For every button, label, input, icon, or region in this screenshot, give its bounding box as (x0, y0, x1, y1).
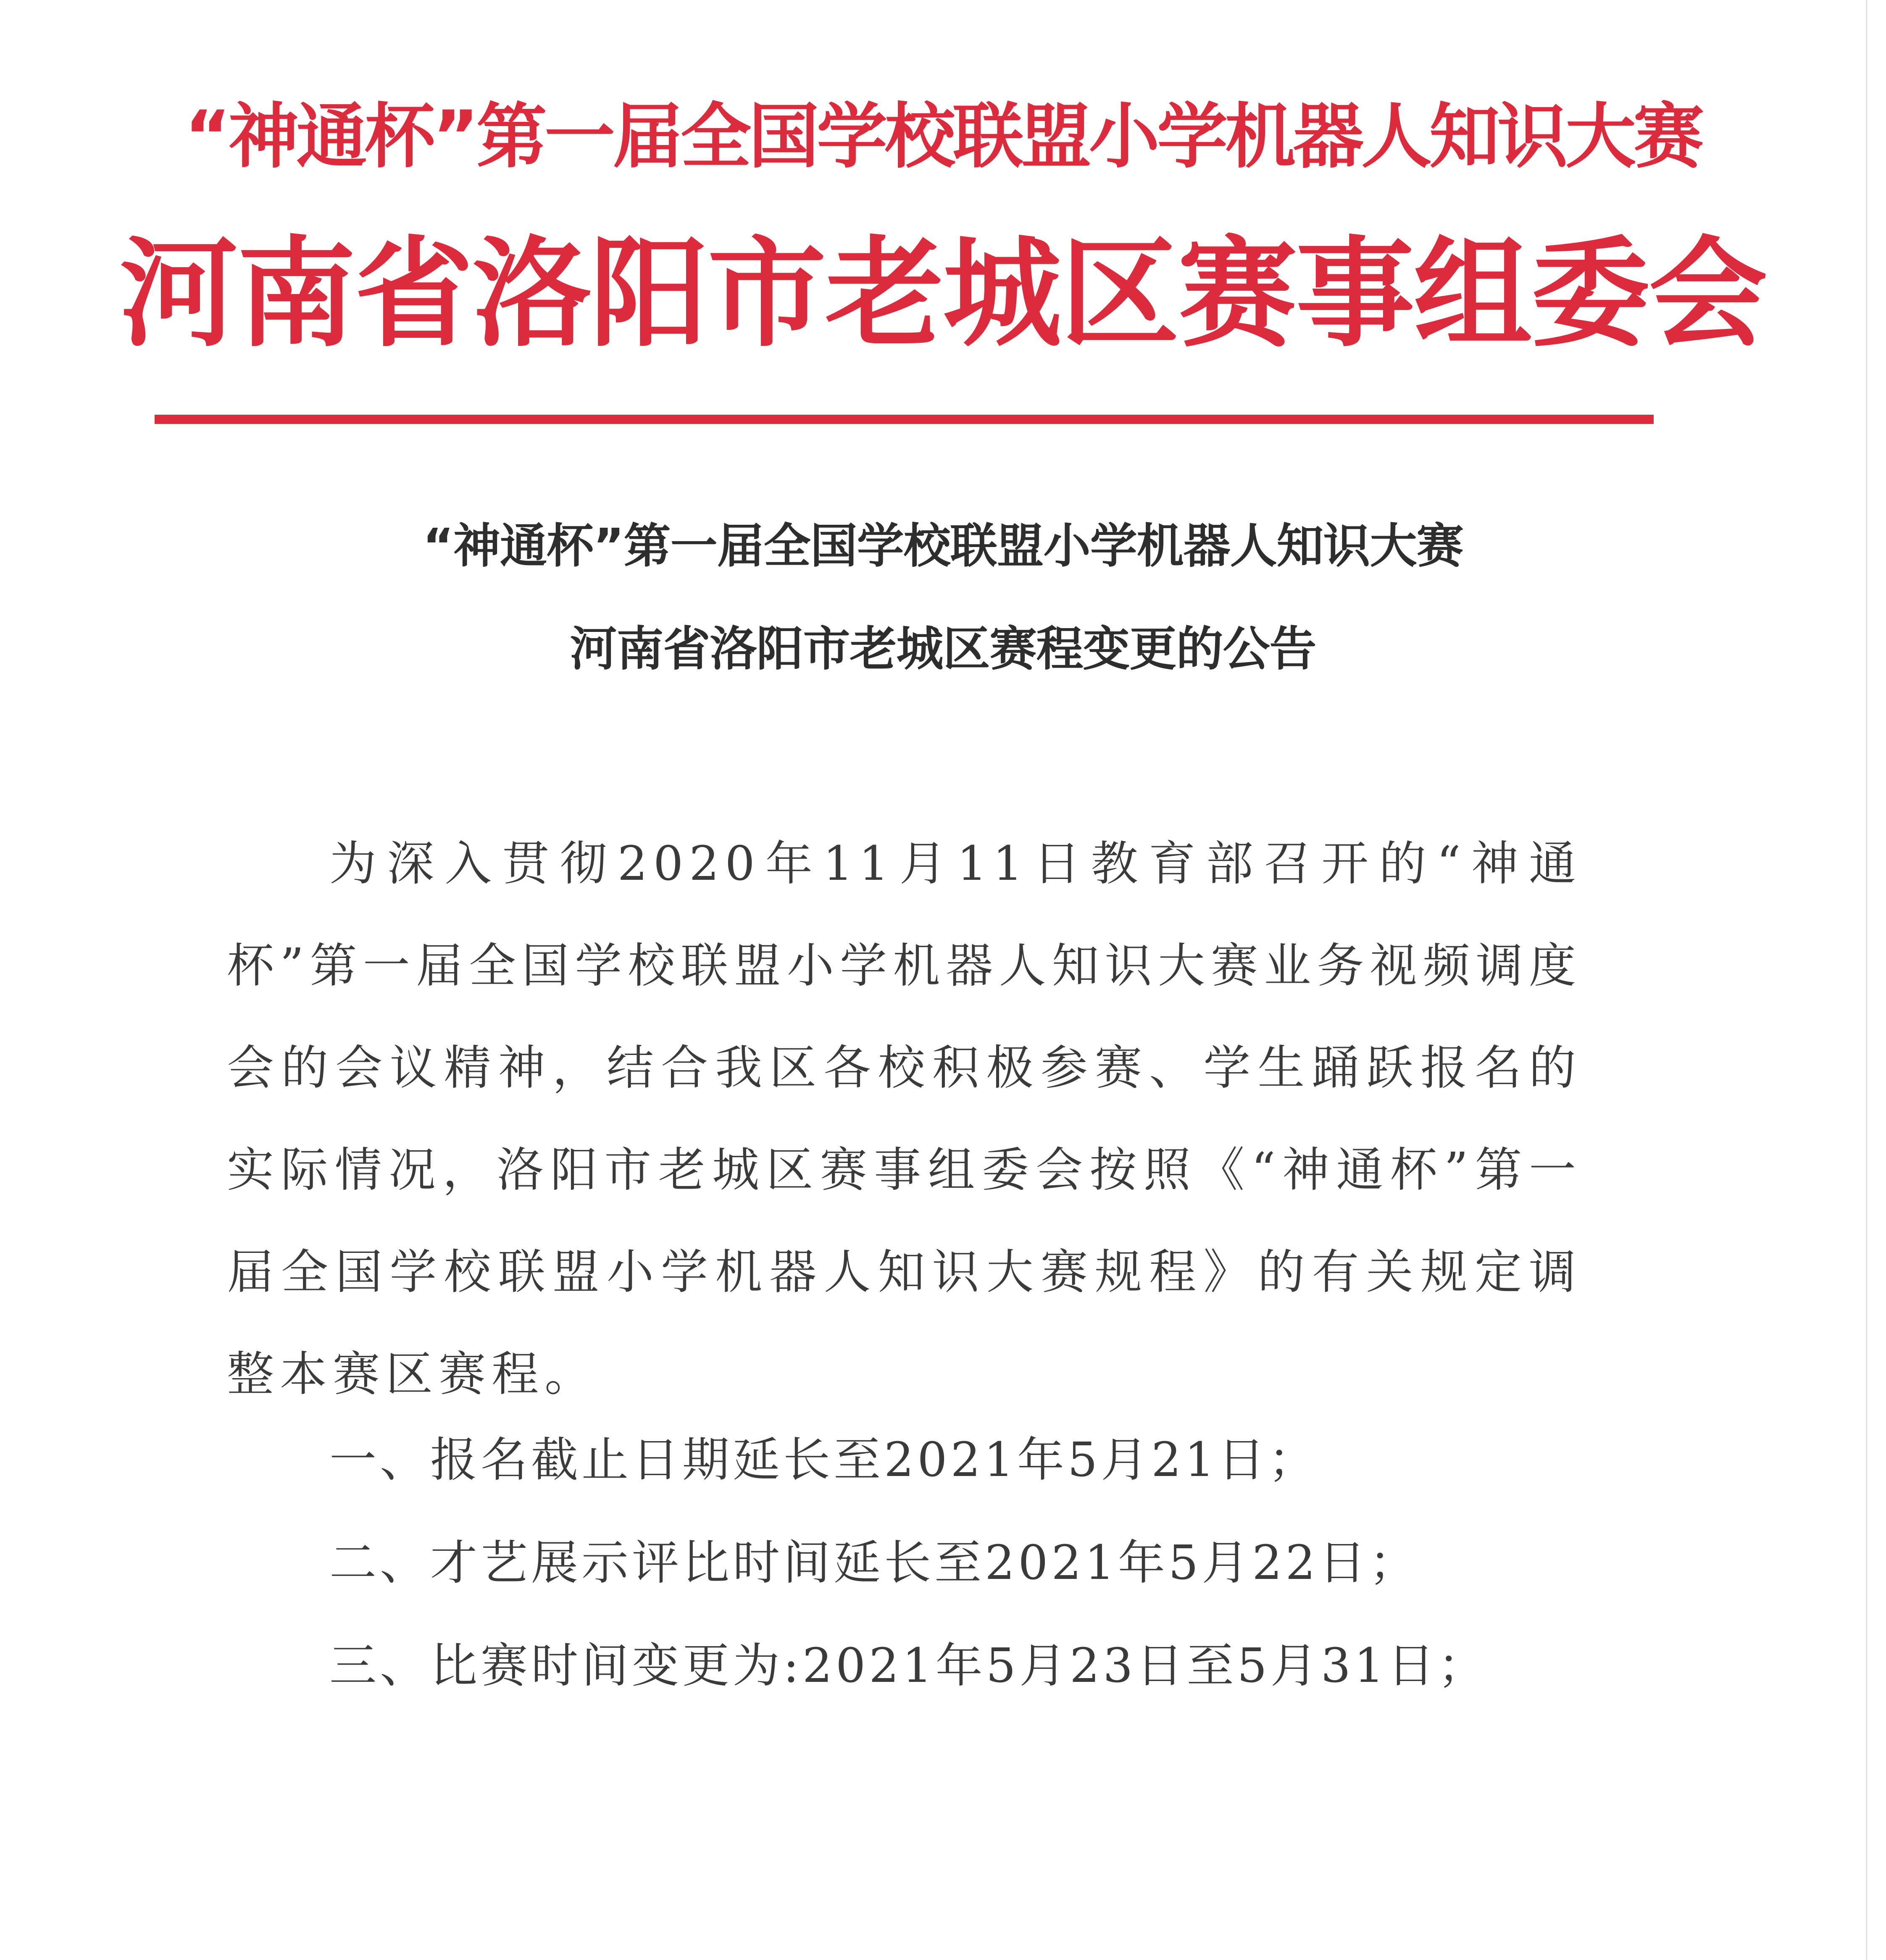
notice-item-registration-deadline: 一、报名截止日期延长至2021年5月21日； (329, 1433, 1319, 1487)
notice-item-competition-period: 三、比赛时间变更为:2021年5月23日至5月31日； (329, 1639, 1489, 1693)
letterhead-event-name: “神通杯”第一届全国学校联盟小学机器人知识大赛 (184, 95, 1702, 178)
letterhead-organizer: 河南省洛阳市老城区赛事组委会 (119, 225, 1767, 363)
notice-body (227, 813, 1582, 1426)
notice-title-line1: “神通杯”第一届全国学校联盟小学机器人知识大赛 (423, 519, 1463, 574)
notice-title-line2: 河南省洛阳市老城区赛程变更的公告 (570, 622, 1316, 676)
notice-paragraph: 为深入贯彻2020年11月11日教育部召开的“神通杯”第一届全国学校联盟小学机器人知识大赛业务视频调度会的会议精神，结合我区各校积极参赛、学生踊跃报名的实际情况，洛阳市老城区赛事组委会按照《“神通杯”第一届全国学校联盟小学机器人知识大赛规程》的有关规定调整本赛区赛程。 (227, 837, 1582, 1402)
letterhead-divider (155, 415, 1654, 424)
notice-item-talent-review: 二、才艺展示评比时间延长至2021年5月22日； (329, 1536, 1420, 1590)
